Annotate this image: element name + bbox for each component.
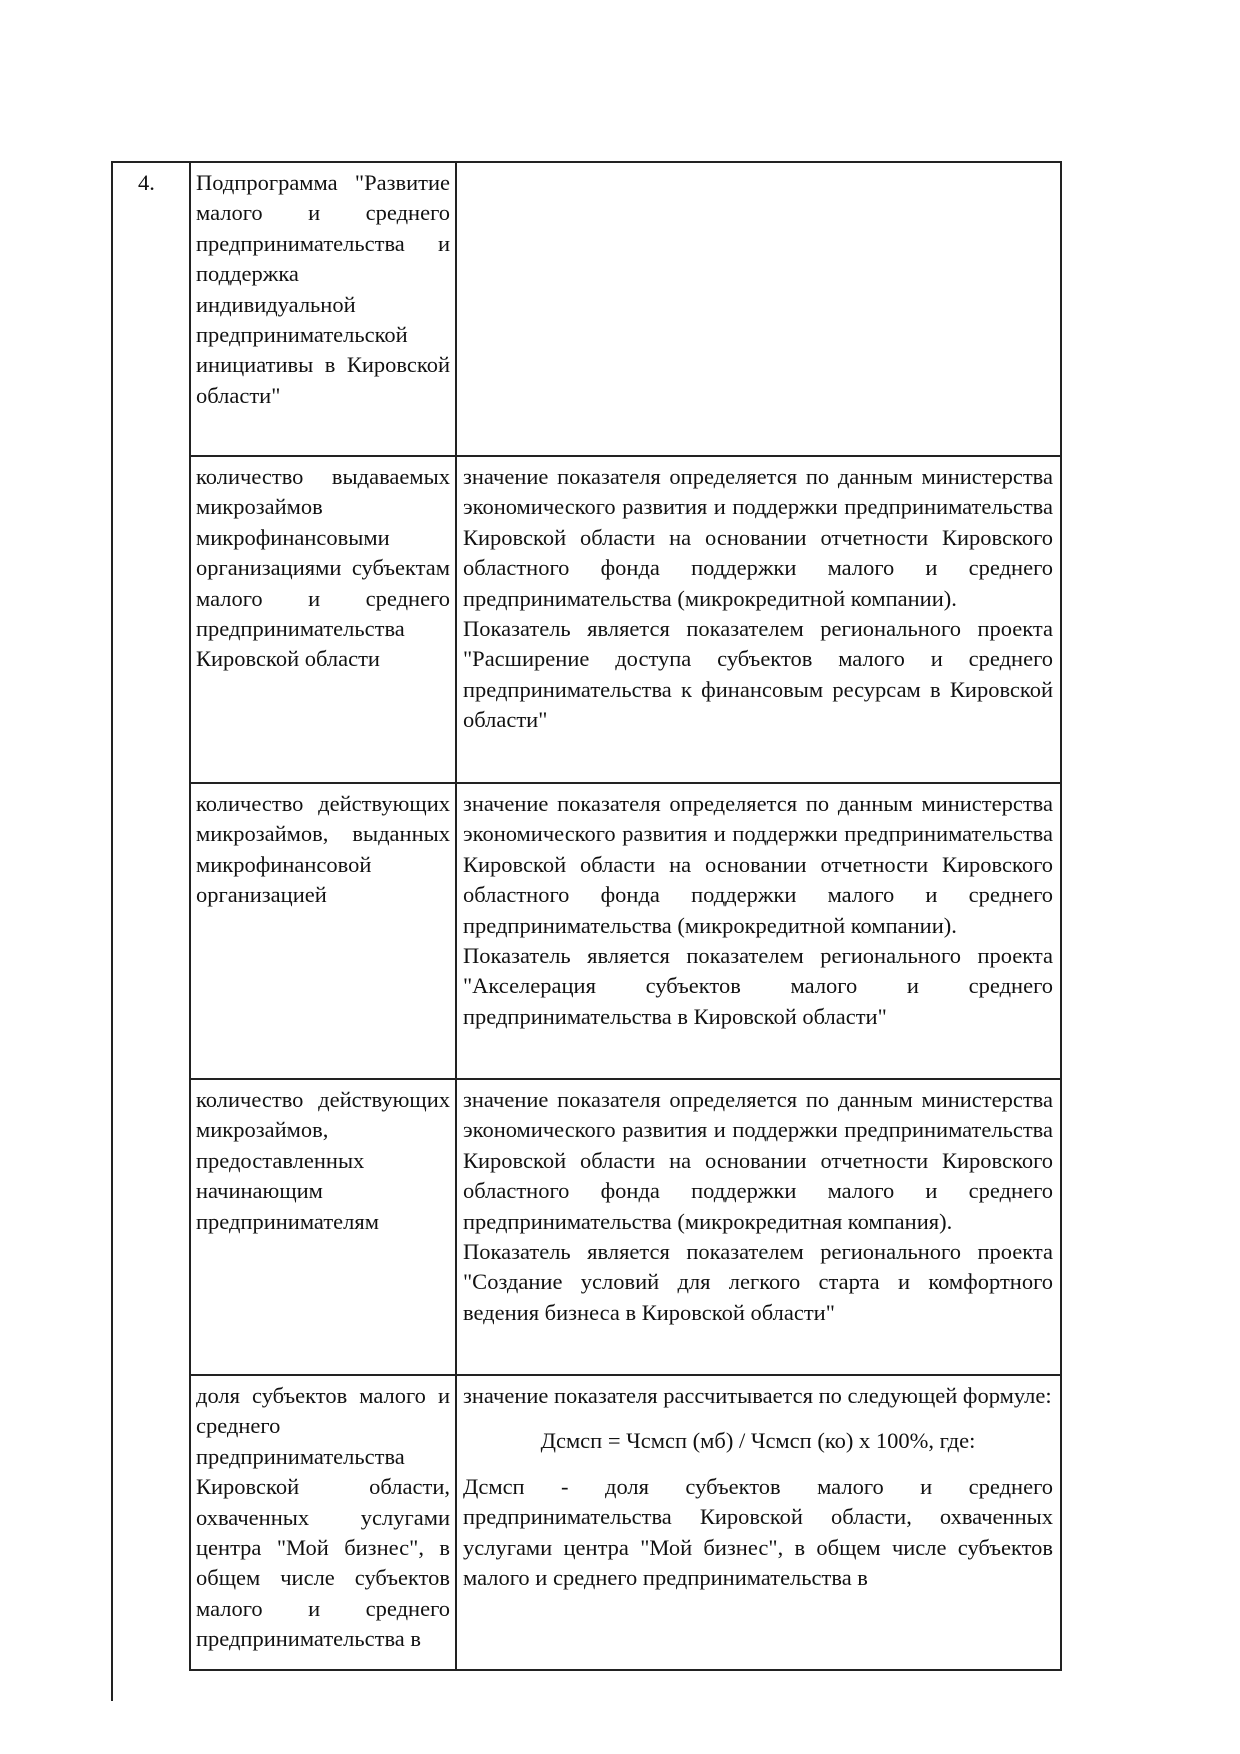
table-border-right <box>1060 161 1062 1670</box>
project-note: Показатель является показателем регионального проекта "Акселерация субъектов малого и среднего предпринимательства в Кировской области" <box>463 943 1053 1029</box>
row-divider <box>189 1374 1062 1376</box>
indicator-method <box>463 789 1053 1032</box>
method-text: значение показателя определяется по данным министерства экономического развития и поддержки предпринимательства Кировской области на основании отчетности Кировского областного фонда поддержки малого и среднего предпринимательства (микрокредитной компании). <box>463 464 1053 611</box>
row-divider <box>189 782 1062 784</box>
method-text: значение показателя определяется по данным министерства экономического развития и поддержки предпринимательства Кировской области на основании отчетности Кировского областного фонда поддержки малого и среднего предпринимательства (микрокредитной компании). <box>463 791 1053 938</box>
formula: Дсмсп = Чсмсп (мб) / Чсмсп (ко) x 100%, где: <box>540 1428 976 1454</box>
indicator-name: доля субъектов малого и среднего предпринимательства Кировской области, охваченных услугами центра "Мой бизнес", в общем числе субъектов малого и среднего предпринимательства в <box>196 1383 450 1652</box>
indicator-name: количество выдаваемых микрозаймов микрофинансовыми организациями субъектам малого и среднего предпринимательства Кировской области <box>196 464 450 672</box>
indicator-method <box>463 1085 1053 1328</box>
row-divider <box>189 1078 1062 1080</box>
table-border-left <box>111 161 113 1701</box>
row-divider <box>189 455 1062 457</box>
formula-definition: Дсмсп - доля субъектов малого и среднего предпринимательства Кировской области, охваченных услугами центра "Мой бизнес", в общем числе субъектов малого и среднего предпринимательства в <box>463 1473 1053 1591</box>
indicator-method <box>463 1381 1053 1593</box>
table-border-bottom <box>189 1669 1062 1671</box>
indicator-name: количество действующих микрозаймов, предоставленных начинающим предпринимателям <box>196 1087 450 1234</box>
row-number: 4. <box>138 170 155 195</box>
indicator-method <box>463 462 1053 736</box>
indicator-name: количество действующих микрозаймов, выданных микрофинансовой организацией <box>196 791 450 908</box>
subprogram-title: Подпрограмма "Развитие малого и среднего предпринимательства и поддержка индивидуальной предпринимательской инициативы в Кировской области" <box>196 170 450 408</box>
column-divider-1 <box>189 161 191 1670</box>
project-note: Показатель является показателем регионального проекта "Создание условий для легкого старта и комфортного ведения бизнеса в Кировской области" <box>463 1239 1053 1325</box>
project-note: Показатель является показателем регионального проекта "Расширение доступа субъектов малого и среднего предпринимательства к финансовым ресурсам в Кировской области" <box>463 616 1053 733</box>
method-text: значение показателя определяется по данным министерства экономического развития и поддержки предпринимательства Кировской области на основании отчетности Кировского областного фонда поддержки малого и среднего предпринимательства (микрокредитная компания). <box>463 1087 1053 1234</box>
method-text: значение показателя рассчитывается по следующей формуле: <box>463 1383 1052 1408</box>
table-border-top <box>111 161 1062 163</box>
column-divider-2 <box>455 161 457 1670</box>
